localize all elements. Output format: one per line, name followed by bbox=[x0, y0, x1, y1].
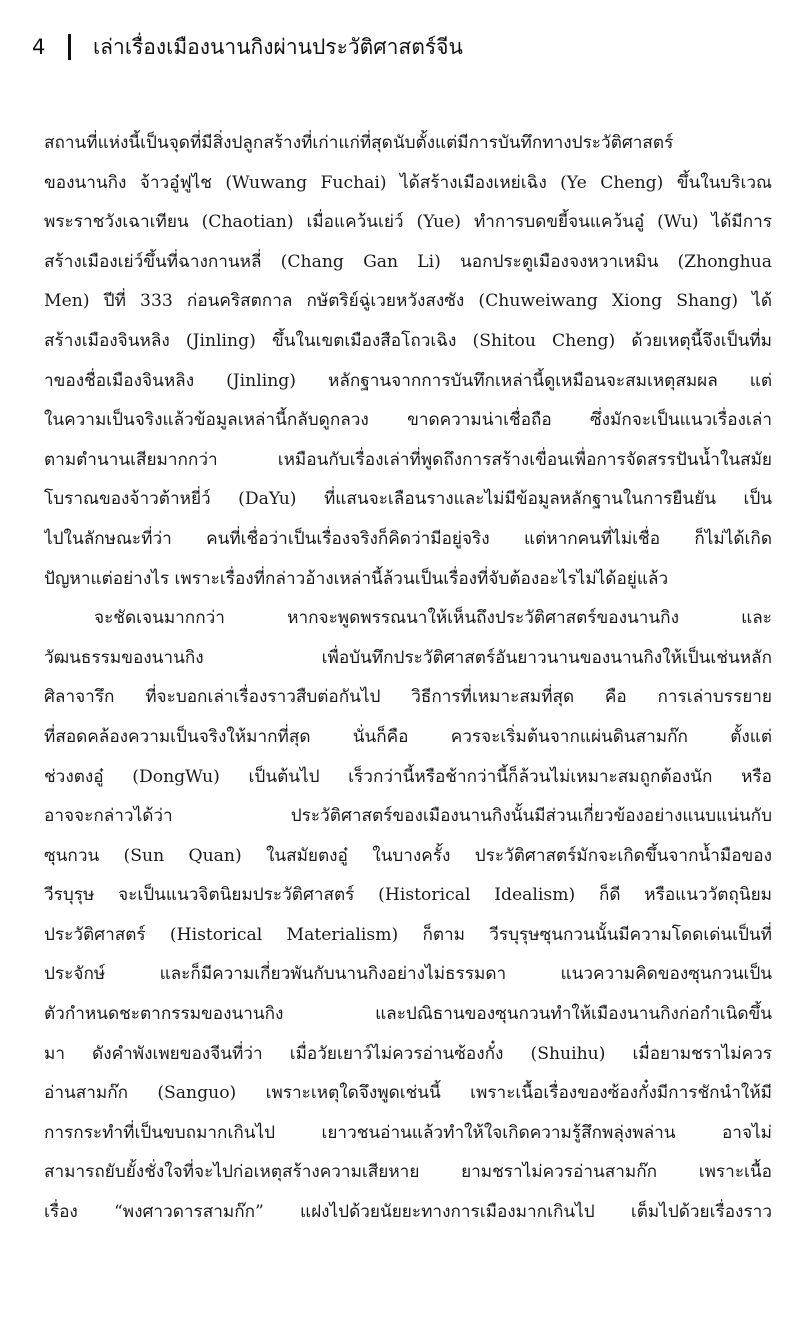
body-text bbox=[44, 124, 772, 1233]
text-line: ศิลาจารึก ที่จะบอกเล่าเรื่องราวสืบต่อกันไป วิธีการที่เหมาะสมที่สุด คือ การเล่าบรรยาย bbox=[44, 687, 772, 708]
text-line: ประจักษ์ และก็มีความเกี่ยวพันกับนานกิงอย่างไม่ธรรมดา แนวความคิดของซุนกวนเป็น bbox=[44, 964, 772, 985]
text-line: จะชัดเจนมากกว่า หากจะพูดพรรณนาให้เห็นถึงประวัติศาสตร์ของนานกิง และ bbox=[94, 608, 772, 629]
text-line: สถานที่แห่งนี้เป็นจุดที่มีสิ่งปลูกสร้างที่เก่าแก่ที่สุดนับตั้งแต่มีการบันทึกทางประวัติศาสตร์ bbox=[44, 133, 674, 153]
text-line: สร้างเมืองจินหลิง (Jinling) ขึ้นในเขตเมืองสือโถวเฉิง (Shitou Cheng) ด้วยเหตุนี้จึงเป็นที่ม bbox=[44, 330, 772, 351]
header-divider bbox=[68, 34, 71, 60]
text-line: ประวัติศาสตร์ (Historical Materialism) ก็ตาม วีรบุรุษซุนกวนนั้นมีความโดดเด่นเป็นที่ bbox=[44, 924, 772, 945]
paragraph bbox=[44, 599, 772, 1233]
text-line: สามารถยับยั้งชั่งใจที่จะไปก่อเหตุสร้างความเสียหาย ยามชราไม่ควรอ่านสามก๊ก เพราะเนื้อ bbox=[44, 1162, 772, 1183]
text-line: วีรบุรุษ จะเป็นแนวจิตนิยมประวัติศาสตร์ (Historical Idealism) ก็ดี หรือแนววัตถุนิยม bbox=[44, 885, 772, 906]
paragraph bbox=[44, 124, 772, 599]
text-line: ในความเป็นจริงแล้วข้อมูลเหล่านี้กลับดูกลวง ขาดความน่าเชื่อถือ ซึ่งมักจะเป็นแนวเรื่องเล่า bbox=[44, 410, 772, 431]
running-header bbox=[32, 30, 463, 64]
text-line: Men) ปีที่ 333 ก่อนคริสตกาล กษัตริย์ฉู่เวยหวังสงซัง (Chuweiwang Xiong Shang) ได้ bbox=[44, 291, 772, 312]
text-line: ปัญหาแต่อย่างไร เพราะเรื่องที่กล่าวอ้างเหล่านี้ล้วนเป็นเรื่องที่จับต้องอะไรไม่ได้อยู่แล้ว bbox=[44, 568, 669, 589]
text-line: ที่สอดคล้องความเป็นจริงให้มากที่สุด นั่นก็คือ ควรจะเริ่มต้นจากแผ่นดินสามก๊ก ตั้งแต่ bbox=[44, 726, 772, 747]
text-line: ซุนกวน (Sun Quan) ในสมัยตงอู๋ ในบางครั้ง ประวัติศาสตร์มักจะเกิดขึ้นจากน้ำมือของ bbox=[44, 845, 772, 866]
text-line: การกระทำที่เป็นขบถมากเกินไป เยาวชนอ่านแล้วทำให้ใจเกิดความรู้สึกพลุ่งพล่าน อาจไม่ bbox=[44, 1122, 772, 1143]
text-line: ช่วงตงอู๋ (DongWu) เป็นต้นไป เร็วกว่านี้หรือช้ากว่านี้ก็ล้วนไม่เหมาะสมถูกต้องนัก หรือ bbox=[44, 766, 772, 787]
page-number: 4 bbox=[32, 35, 46, 59]
text-line: ของนานกิง จ้าวอู๋ฟูไช (Wuwang Fuchai) ได้สร้างเมืองเหย่เฉิง (Ye Cheng) ขึ้นในบริเวณ bbox=[44, 172, 772, 193]
text-line: อ่านสามก๊ก (Sanguo) เพราะเหตุใดจึงพูดเช่นนี้ เพราะเนื้อเรื่องของซ้องกั๋งมีการชักนำให้มี bbox=[44, 1083, 772, 1104]
running-title: เล่าเรื่องเมืองนานกิงผ่านประวัติศาสตร์จีน bbox=[93, 34, 463, 59]
text-line: าของชื่อเมืองจินหลิง (Jinling) หลักฐานจากการบันทึกเหล่านี้ดูเหมือนจะสมเหตุสมผล แต่ bbox=[44, 370, 772, 391]
text-line: ตัวกำหนดชะตากรรมของนานกิง และปณิธานของซุนกวนทำให้เมืองนานกิงก่อกำเนิดขึ้น bbox=[44, 1004, 772, 1025]
text-line: โบราณของจ้าวต้าหยี่ว์ (DaYu) ที่แสนจะเลือนรางและไม่มีข้อมูลหลักฐานในการยืนยัน เป็น bbox=[44, 489, 772, 510]
text-line: อาจจะกล่าวได้ว่า ประวัติศาสตร์ของเมืองนานกิงนั้นมีส่วนเกี่ยวข้องอย่างแนบแน่นกับ bbox=[44, 806, 772, 827]
text-line: ไปในลักษณะที่ว่า คนที่เชื่อว่าเป็นเรื่องจริงก็คิดว่ามีอยู่จริง แต่หากคนที่ไม่เชื่อ ก็ไม่ได้เกิด bbox=[44, 528, 772, 549]
text-line: ตามตำนานเสียมากกว่า เหมือนกับเรื่องเล่าที่พูดถึงการสร้างเขื่อนเพื่อการจัดสรรปันน้ำในสมัย bbox=[44, 449, 772, 470]
text-line: วัฒนธรรมของนานกิง เพื่อบันทึกประวัติศาสตร์อันยาวนานของนานกิงให้เป็นเช่นหลัก bbox=[44, 647, 772, 668]
text-line: เรื่อง “พงศาวดารสามก๊ก” แฝงไปด้วยนัยยะทางการเมืองมากเกินไป เต็มไปด้วยเรื่องราว bbox=[44, 1202, 772, 1223]
text-line: สร้างเมืองเย่ว์ขึ้นที่ฉางกานหลี่ (Chang Gan Li) นอกประตูเมืองจงหวาเหมิน (Zhonghua bbox=[44, 251, 772, 272]
text-line: พระราชวังเฉาเทียน (Chaotian) เมื่อแคว้นเย่ว์ (Yue) ทำการบดขยี้จนแคว้นอู๋ (Wu) ได้มีการ bbox=[44, 212, 772, 233]
text-line: มา ดังคำพังเพยของจีนที่ว่า เมื่อวัยเยาว์ไม่ควรอ่านซ้องกั๋ง (Shuihu) เมื่อยามชราไม่ควร bbox=[44, 1043, 772, 1064]
